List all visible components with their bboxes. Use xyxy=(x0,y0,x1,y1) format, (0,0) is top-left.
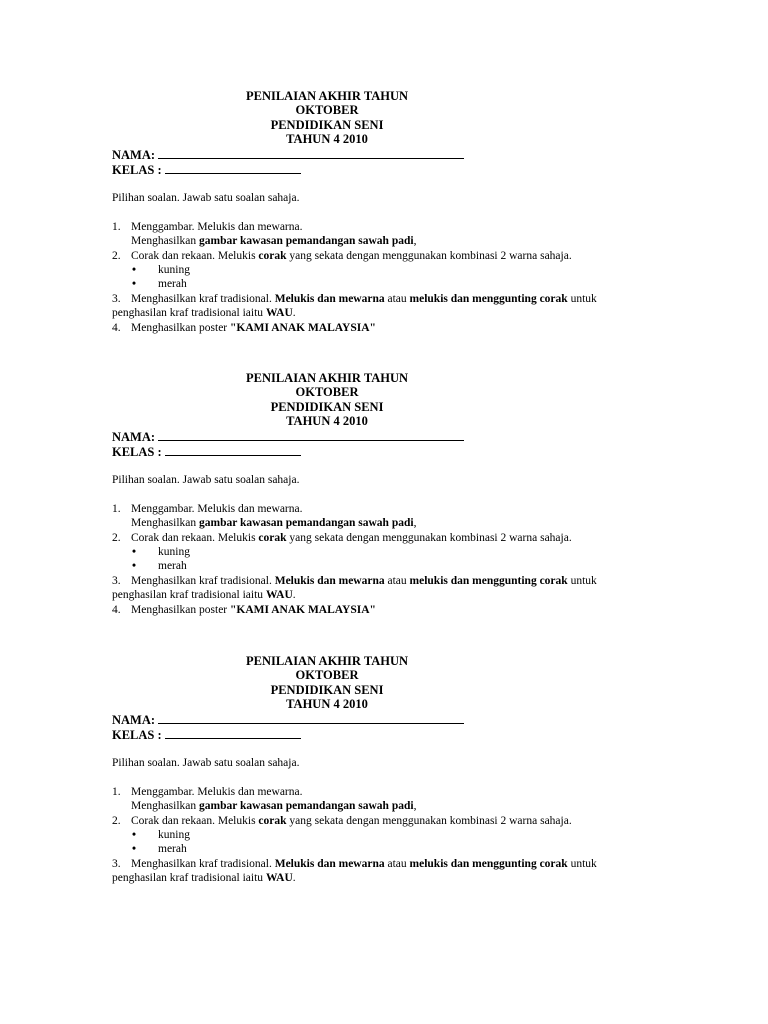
question-3 xyxy=(112,574,672,603)
nama-label: NAMA: xyxy=(112,429,156,444)
question-1 xyxy=(112,785,672,814)
question-text: , xyxy=(413,517,417,530)
question-emphasis: WAU xyxy=(265,872,293,885)
question-1 xyxy=(112,502,672,531)
question-emphasis: WAU xyxy=(265,589,293,602)
question-number: 3. xyxy=(112,292,121,305)
question-text: Menggambar. Melukis dan mewarna. xyxy=(131,785,303,798)
question-emphasis: corak xyxy=(258,531,287,544)
bullet-icon: • xyxy=(132,829,137,842)
bullet-item xyxy=(112,263,672,277)
question-number: 2. xyxy=(112,814,121,827)
bullet-text: kuning xyxy=(158,264,190,277)
question-number: 4. xyxy=(112,321,121,334)
nama-blank-line xyxy=(158,712,464,724)
question-text: Menghasilkan xyxy=(131,235,200,248)
question-2 xyxy=(112,814,672,857)
question-emphasis: "KAMI ANAK MALAYSIA" xyxy=(230,321,376,334)
question-number: 4. xyxy=(112,603,121,616)
title-line: TAHUN 4 2010 xyxy=(286,132,368,147)
kelas-field xyxy=(112,727,672,742)
question-text: , xyxy=(413,800,417,813)
kelas-blank-line xyxy=(165,444,301,456)
question-number: 2. xyxy=(112,531,121,544)
kelas-field xyxy=(112,162,672,177)
question-text: penghasilan kraf tradisional iaitu xyxy=(112,589,266,602)
question-emphasis: Melukis dan mewarna xyxy=(274,292,385,305)
bullet-text: kuning xyxy=(158,546,190,559)
question-text: atau xyxy=(384,292,410,305)
nama-label: NAMA: xyxy=(112,712,156,727)
kelas-label: KELAS : xyxy=(112,445,162,460)
question-number: 3. xyxy=(112,857,121,870)
title-line: PENDIDIKAN SENI xyxy=(270,117,384,132)
question-2 xyxy=(112,531,672,574)
kelas-field xyxy=(112,444,672,459)
title-line: PENDIDIKAN SENI xyxy=(270,682,384,697)
kelas-label: KELAS : xyxy=(112,163,162,178)
question-text: untuk xyxy=(567,857,597,870)
title-line: TAHUN 4 2010 xyxy=(286,697,368,712)
assessment-section xyxy=(112,89,672,335)
bullet-text: merah xyxy=(158,560,187,573)
question-emphasis: melukis dan menggunting corak xyxy=(409,857,568,870)
instruction-text: Pilihan soalan. Jawab satu soalan sahaja. xyxy=(112,192,300,205)
question-text: . xyxy=(292,307,296,320)
question-text: Menghasilkan poster xyxy=(131,603,231,616)
question-emphasis: Melukis dan mewarna xyxy=(274,574,385,587)
question-text: Corak dan rekaan. Melukis xyxy=(131,249,259,262)
nama-field xyxy=(112,429,672,444)
instruction-text: Pilihan soalan. Jawab satu soalan sahaja. xyxy=(112,757,300,770)
question-text: Corak dan rekaan. Melukis xyxy=(131,814,259,827)
title-line: OKTOBER xyxy=(295,668,359,683)
kelas-blank-line xyxy=(165,162,301,174)
title-line: OKTOBER xyxy=(295,103,359,118)
title-line: PENDIDIKAN SENI xyxy=(270,399,384,414)
question-emphasis: melukis dan menggunting corak xyxy=(409,574,568,587)
title-line: OKTOBER xyxy=(295,385,359,400)
question-text: . xyxy=(292,589,296,602)
question-emphasis: WAU xyxy=(265,307,293,320)
question-text: Menghasilkan kraf tradisional. xyxy=(131,574,275,587)
question-emphasis: "KAMI ANAK MALAYSIA" xyxy=(230,603,376,616)
question-text: yang sekata dengan menggunakan kombinasi 2 warna sahaja. xyxy=(286,814,572,827)
question-text: . xyxy=(292,872,296,885)
bullet-item xyxy=(112,559,672,573)
question-1 xyxy=(112,220,672,249)
question-emphasis: gambar kawasan pemandangan sawah padi xyxy=(199,235,414,248)
question-emphasis: corak xyxy=(258,814,287,827)
question-emphasis: melukis dan menggunting corak xyxy=(409,292,568,305)
question-text: Menghasilkan poster xyxy=(131,321,231,334)
bullet-icon: • xyxy=(132,278,137,291)
question-emphasis: gambar kawasan pemandangan sawah padi xyxy=(199,517,414,530)
question-text: atau xyxy=(384,857,410,870)
bullet-text: merah xyxy=(158,278,187,291)
title-line: PENILAIAN AKHIR TAHUN xyxy=(245,89,409,103)
question-3 xyxy=(112,292,672,321)
question-text: atau xyxy=(384,574,410,587)
question-text: yang sekata dengan menggunakan kombinasi 2 warna sahaja. xyxy=(286,249,572,262)
bullet-icon: • xyxy=(132,560,137,573)
title-line: TAHUN 4 2010 xyxy=(286,414,368,429)
question-2 xyxy=(112,249,672,292)
bullet-item xyxy=(112,842,672,856)
title-line: PENILAIAN AKHIR TAHUN xyxy=(245,371,409,385)
question-text: penghasilan kraf tradisional iaitu xyxy=(112,872,266,885)
question-4 xyxy=(112,321,672,335)
question-text: Menghasilkan xyxy=(131,517,200,530)
question-3 xyxy=(112,857,672,886)
question-text: untuk xyxy=(567,292,597,305)
nama-label: NAMA: xyxy=(112,147,156,162)
instruction-text: Pilihan soalan. Jawab satu soalan sahaja. xyxy=(112,474,300,487)
assessment-section xyxy=(112,654,672,886)
question-text: penghasilan kraf tradisional iaitu xyxy=(112,307,266,320)
bullet-icon: • xyxy=(132,843,137,856)
bullet-text: kuning xyxy=(158,829,190,842)
nama-field xyxy=(112,712,672,727)
bullet-text: merah xyxy=(158,843,187,856)
bullet-item xyxy=(112,545,672,559)
question-text: Menghasilkan kraf tradisional. xyxy=(131,292,275,305)
question-emphasis: Melukis dan mewarna xyxy=(274,857,385,870)
question-number: 2. xyxy=(112,249,121,262)
nama-blank-line xyxy=(158,429,464,441)
question-4 xyxy=(112,603,672,617)
kelas-label: KELAS : xyxy=(112,728,162,743)
question-text: untuk xyxy=(567,574,597,587)
title-line: PENILAIAN AKHIR TAHUN xyxy=(245,654,409,668)
nama-field xyxy=(112,147,672,162)
assessment-section xyxy=(112,371,672,617)
question-text: Menghasilkan xyxy=(131,800,200,813)
section-title xyxy=(112,654,542,712)
section-title xyxy=(112,371,542,429)
question-number: 1. xyxy=(112,502,121,515)
bullet-icon: • xyxy=(132,546,137,559)
question-text: yang sekata dengan menggunakan kombinasi 2 warna sahaja. xyxy=(286,531,572,544)
bullet-item xyxy=(112,277,672,291)
question-emphasis: gambar kawasan pemandangan sawah padi xyxy=(199,800,414,813)
question-text: Menggambar. Melukis dan mewarna. xyxy=(131,220,303,233)
question-number: 1. xyxy=(112,220,121,233)
question-text: Corak dan rekaan. Melukis xyxy=(131,531,259,544)
section-title xyxy=(112,89,542,147)
question-text: , xyxy=(413,235,417,248)
question-text: Menghasilkan kraf tradisional. xyxy=(131,857,275,870)
question-number: 3. xyxy=(112,574,121,587)
bullet-icon: • xyxy=(132,264,137,277)
question-number: 1. xyxy=(112,785,121,798)
bullet-item xyxy=(112,828,672,842)
kelas-blank-line xyxy=(165,727,301,739)
question-emphasis: corak xyxy=(258,249,287,262)
nama-blank-line xyxy=(158,147,464,159)
question-text: Menggambar. Melukis dan mewarna. xyxy=(131,502,303,515)
